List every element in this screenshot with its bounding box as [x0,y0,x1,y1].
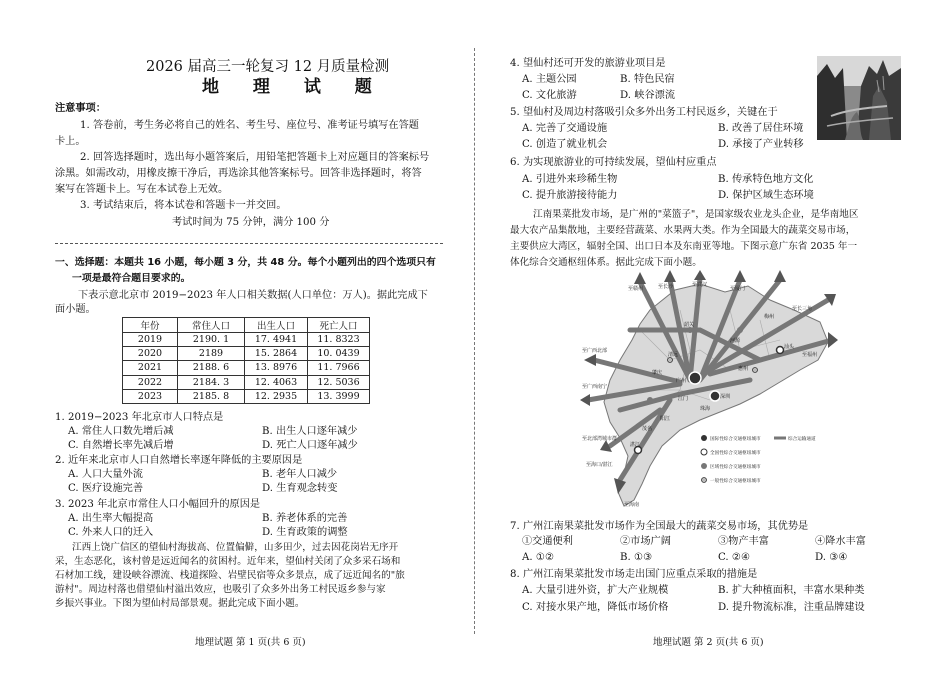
hub-regional [647,397,653,403]
legend-label: 国际性综合交通枢纽城市 [710,437,761,442]
table-row [123,375,370,389]
table-intro: 面小题。 [55,304,96,315]
legend-label: 综合运输通道 [788,437,816,442]
table-cell: 11. 8323 [308,333,370,347]
table-cell: 2020 [123,347,178,361]
option: B. 特色民宿 [620,74,675,85]
question-stem: 6. 为实现旅游业的可持续发展，望仙村应重点 [510,157,717,168]
map-label: 至海口/湛江 [586,462,613,468]
option: B. 出生人口逐年减少 [262,426,358,437]
option: C. 自然增长率先减后增 [68,440,174,451]
question-stem: 8. 广州江南果菜批发市场走出国门应重点采取的措施是 [510,569,758,580]
population-table [122,317,370,404]
hub-general [753,368,758,373]
question-stem: 3. 2023 年北京市常住人口小幅回升的原因是 [55,499,261,510]
table-row [123,389,370,403]
statement: ③物产丰富 [718,536,769,547]
question-stem: 2. 近年来北京市人口自然增长率逐年降低的主要原因是 [55,455,303,466]
map-label: 至广西南宁 [582,384,608,390]
hub-national [777,347,784,354]
section-heading: 一项是最符合题目要求的。 [72,273,191,284]
option: D. 提升物流标准，注重品牌建设 [718,602,865,613]
option: B. 改善了居住环境 [718,123,804,134]
table-cell: 2022 [123,375,178,389]
exam-title: 2026 届高三一轮复习 12 月质量检测 [146,59,390,75]
map-label: 至广西北部 [582,348,608,354]
question-stem: 5. 望仙村及周边村落吸引众多外出务工村民返乡，关键在于 [510,107,778,118]
table-cell: 2185. 8 [178,389,245,403]
option: A. 引进外来珍稀生物 [522,174,618,185]
legend-label: 全国性综合交通枢纽城市 [710,451,761,456]
city-label: 阳江 [660,416,671,422]
table-header: 年份 [123,318,178,333]
option: A. 主题公园 [522,74,577,85]
passage-line: 江西上饶广信区的望仙村海拔高、位置偏僻，山多田少，过去因花岗岩无序开 [72,542,399,553]
table-intro: 下表示意北京市 2019−2023 年人口相关数据(人口单位：万人)。据此完成下 [78,290,428,301]
table-cell: 11. 7966 [308,361,370,375]
option: D. ③④ [815,552,848,563]
option: A. ①② [522,552,555,563]
option: D. 死亡人口逐年减少 [262,440,358,451]
city-label: 河源 [730,338,741,344]
table-cell: 10. 0439 [308,347,370,361]
option: D. 峡谷漂流 [620,90,676,101]
legend-symbol [701,463,707,469]
passage-line: 最大农产品集散地，主要经营蔬菜、水果两大类。作为全国最大的蔬菜交易市场， [510,225,856,236]
question-stem: 4. 望仙村还可开发的旅游业项目是 [510,58,666,69]
city-label: 湛江 [630,442,641,448]
city-label: 江门 [678,396,689,402]
option: C. 外来人口的迁入 [68,527,154,538]
table-cell: 2188. 6 [178,361,245,375]
page-footer: 地理试题 第 2 页(共 6 页) [653,637,764,648]
option: D. 生育观念转变 [262,483,338,494]
city-label: 梅州 [764,314,775,320]
city-label: 茂名 [642,426,653,432]
table-cell: 2189 [178,347,245,361]
table-cell: 2021 [123,361,178,375]
hub-general [668,358,673,363]
hub-international [689,372,701,384]
question-stem: 7. 广州江南果菜批发市场作为全国最大的蔬菜交易市场，其优势是 [510,521,809,532]
option: B. 扩大种植面积，丰富水果种类 [718,585,865,596]
city-label: 清远 [668,352,679,358]
city-label: 深圳 [720,394,731,400]
city-label: 肇庆 [652,370,663,376]
guangdong-transport-map [580,270,840,510]
option: A. 常住人口数先增后减 [68,426,174,437]
statement: ②市场广阔 [620,536,671,547]
section-heading: 一、选择题：本题共 16 小题，每小题 3 分，共 48 分。每个小题列出的四个选项只有 [55,257,436,268]
legend-symbol [702,478,707,483]
option: A. 出生率大幅提高 [68,513,154,524]
city-label: 汕头 [784,344,795,350]
option: A. 大量引进外资，扩大产业规模 [522,585,669,596]
option: D. 承接了产业转移 [718,139,804,150]
notice-line: 卡上。 [55,136,86,147]
map-label: 至北部湾城市群 [582,436,618,442]
option: C. ②④ [718,552,751,563]
table-cell: 13. 8976 [245,361,308,375]
time-score: 考试时间为 75 分钟，满分 100 分 [172,217,330,228]
landscape-photo [817,56,901,140]
map-label: 至武汉 [692,282,708,288]
passage-line: 体化综合交通枢纽体系。据此完成下面小题。 [510,257,702,268]
table-cell: 2184. 3 [178,375,245,389]
passage-line: 江南果菜批发市场，是广州的"菜篮子"，是国家级农业龙头企业，是华南地区 [533,209,859,220]
table-cell: 13. 3999 [308,389,370,403]
map-label: 至赣州 [628,286,644,292]
table-header: 死亡人口 [308,318,370,333]
table-cell: 12. 4063 [245,375,308,389]
map-label: 至厦门 [730,286,746,292]
question-stem: 1. 2019−2023 年北京市人口特点是 [55,412,224,423]
table-cell: 2023 [123,389,178,403]
option: C. 创造了就业机会 [522,139,608,150]
table-cell: 12. 2935 [245,389,308,403]
subject-title: 地 理 试 题 [202,77,386,97]
passage-line: 石材加工线，建设峡谷漂流、栈道探险、岩壁民宿等众多景点，成了远近闻名的"旅 [55,570,405,581]
table-header-row [123,318,370,333]
map-label: 至福州 [802,352,818,358]
city-label: 韶关 [684,322,695,328]
option: C. 文化旅游 [522,90,577,101]
table-row [123,333,370,347]
passage-line: 采，生态恶化，该村曾是远近闻名的贫困村。近年来，望仙村关闭了众多采石场和 [55,556,401,567]
option: A. 完善了交通设施 [522,123,608,134]
option: B. ①③ [620,552,653,563]
city-label: 惠州 [738,366,749,372]
table-cell: 17. 4941 [245,333,308,347]
section-divider [55,243,443,244]
table-row [123,347,370,361]
map-label: 至长沙 [658,284,674,290]
table-cell: 2019 [123,333,178,347]
hub-regional [737,327,743,333]
legend-label: 区域性综合交通枢纽城市 [710,465,761,470]
table-row [123,361,370,375]
option: B. 老年人口减少 [262,469,338,480]
notice-line: 案写在答题卡上。写在本试卷上无效。 [55,184,229,195]
passage-line: 游村"。周边村落也借望仙村溢出效应，也吸引了众多外出务工村民返乡参与家 [55,584,386,595]
notice-heading: 注意事项： [55,103,106,114]
city-label: 广州 [676,378,687,384]
legend-symbol [701,449,707,455]
option: A. 人口大量外流 [68,469,143,480]
legend-symbol [701,435,707,441]
table-cell: 2190. 1 [178,333,245,347]
map-label: 至长三角 [792,306,813,312]
hub-international [710,391,720,401]
option: B. 养老体系的完善 [262,513,348,524]
notice-line: 涂黑。如需改动，用橡皮擦干净后，再选涂其他答案标号。回答非选择题时，将答 [55,168,422,179]
city-label: 珠海 [700,406,711,412]
option: C. 提升旅游接待能力 [522,190,618,201]
table-cell: 12. 5036 [308,375,370,389]
option: D. 保护区域生态环境 [718,190,814,201]
notice-line: 3. 考试结束后，将本试卷和答题卡一并交回。 [80,200,287,211]
option: D. 生育政策的调整 [262,527,348,538]
column-divider [474,48,475,634]
notice-line: 2. 回答选择题时，选出每小题答案后，用铅笔把答题卡上对应题目的答案标号 [80,152,430,163]
option: C. 医疗设施完善 [68,483,144,494]
table-header: 出生人口 [245,318,308,333]
table-header: 常住人口 [178,318,245,333]
passage-line: 乡振兴事业。下图为望仙村局部景观。据此完成下面小题。 [55,598,305,609]
page-footer: 地理试题 第 1 页(共 6 页) [195,637,306,648]
statement: ④降水丰富 [815,536,866,547]
notice-line: 1. 答卷前，考生务必将自己的姓名、考生号、座位号、准考证号填写在答题 [80,120,419,131]
table-cell: 15. 2864 [245,347,308,361]
option: B. 传承特色地方文化 [718,174,814,185]
map-legend [701,435,816,484]
statement: ①交通便利 [522,536,573,547]
passage-line: 主要供应大湾区，辐射全国、出口日本及东南亚等地。下图示意广东省 2035 年一 [510,241,858,252]
option: C. 对接水果产地，降低市场价格 [522,602,669,613]
map-label: 至海南 [624,502,640,508]
legend-label: 一般性综合交通枢纽城市 [710,479,761,484]
